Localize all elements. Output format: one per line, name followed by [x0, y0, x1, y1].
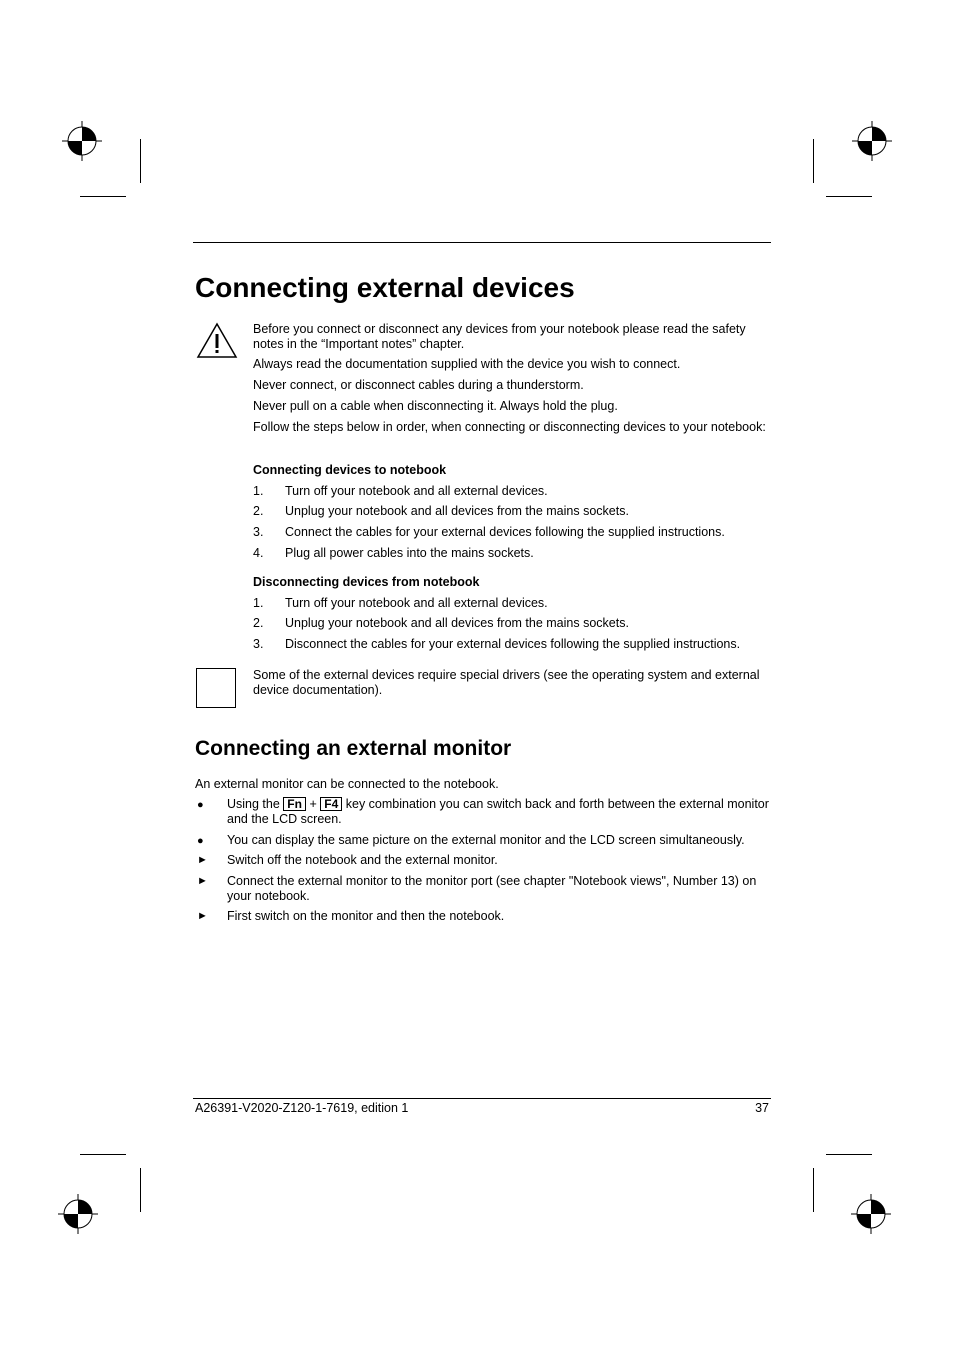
key-combination-item [227, 797, 772, 826]
disconnecting-heading: Disconnecting devices from notebook [253, 575, 480, 589]
step-text: Unplug your notebook and all devices from the mains sockets. [285, 504, 629, 518]
step-text: Plug all power cables into the mains sockets. [285, 546, 534, 560]
crop-mark [826, 1154, 872, 1155]
crop-mark [80, 1154, 126, 1155]
registration-mark-icon [62, 121, 102, 161]
header-rule [193, 242, 771, 243]
fn-key: Fn [283, 797, 306, 811]
page-title: Connecting external devices [195, 272, 575, 303]
step-number: 3. [253, 637, 264, 651]
section-heading: Connecting an external monitor [195, 737, 512, 760]
warning-paragraph: Never connect, or disconnect cables during a thunderstorm. [253, 378, 584, 392]
crop-mark [813, 139, 814, 183]
info-box-icon [196, 668, 236, 708]
warning-paragraph: Follow the steps below in order, when connecting or disconnecting devices to your notebook: [253, 420, 766, 434]
note-paragraph: Some of the external devices require special drivers (see the operating system and external device documentation). [253, 668, 760, 697]
footer-rule [193, 1098, 771, 1099]
bullet-arrow: ► [197, 910, 208, 922]
footer-doc-id: A26391-V2020-Z120-1-7619, edition 1 [195, 1101, 409, 1115]
step-number: 4. [253, 546, 264, 560]
action-item: Switch off the notebook and the external monitor. [227, 853, 498, 867]
step-number: 2. [253, 504, 264, 518]
action-item: First switch on the monitor and then the notebook. [227, 909, 505, 923]
crop-mark [80, 196, 126, 197]
warning-paragraph: Always read the documentation supplied with the device you wish to connect. [253, 357, 681, 371]
warning-triangle-icon [196, 322, 238, 360]
warning-paragraph: Before you connect or disconnect any devices from your notebook please read the safety notes in the “Important notes” chapter. [253, 322, 746, 351]
crop-mark [140, 1168, 141, 1212]
bullet-arrow: ► [197, 875, 208, 887]
f4-key: F4 [320, 797, 342, 811]
warning-paragraph: Never pull on a cable when disconnecting it. Always hold the plug. [253, 399, 618, 413]
fn-prefix: Using the [227, 797, 280, 811]
plus-sign: + [309, 797, 317, 811]
step-number: 1. [253, 596, 264, 610]
step-text: Connect the cables for your external devices following the supplied instructions. [285, 525, 725, 539]
crop-mark [813, 1168, 814, 1212]
connecting-heading: Connecting devices to notebook [253, 463, 447, 477]
registration-mark-icon [851, 1194, 891, 1234]
same-picture-item: You can display the same picture on the external monitor and the LCD screen simultaneously. [227, 833, 745, 847]
crop-mark [826, 196, 872, 197]
step-text: Turn off your notebook and all external devices. [285, 596, 548, 610]
step-text: Disconnect the cables for your external devices following the supplied instructions. [285, 637, 741, 651]
monitor-intro: An external monitor can be connected to the notebook. [195, 777, 499, 791]
fn-suffix: key combination you can switch back and forth between the external monitor and the LCD screen. [227, 797, 769, 826]
action-item: Connect the external monitor to the monitor port (see chapter "Notebook views", Number 13) on your notebook. [227, 874, 757, 903]
step-number: 3. [253, 525, 264, 539]
registration-mark-icon [852, 121, 892, 161]
bullet-arrow: ► [197, 854, 208, 866]
page-number: 37 [755, 1101, 769, 1115]
crop-mark [140, 139, 141, 183]
step-number: 1. [253, 484, 264, 498]
step-text: Unplug your notebook and all devices from the mains sockets. [285, 616, 629, 630]
step-number: 2. [253, 616, 264, 630]
bullet-dot: ● [197, 799, 204, 811]
step-text: Turn off your notebook and all external devices. [285, 484, 548, 498]
registration-mark-icon [58, 1194, 98, 1234]
bullet-dot: ● [197, 835, 204, 847]
